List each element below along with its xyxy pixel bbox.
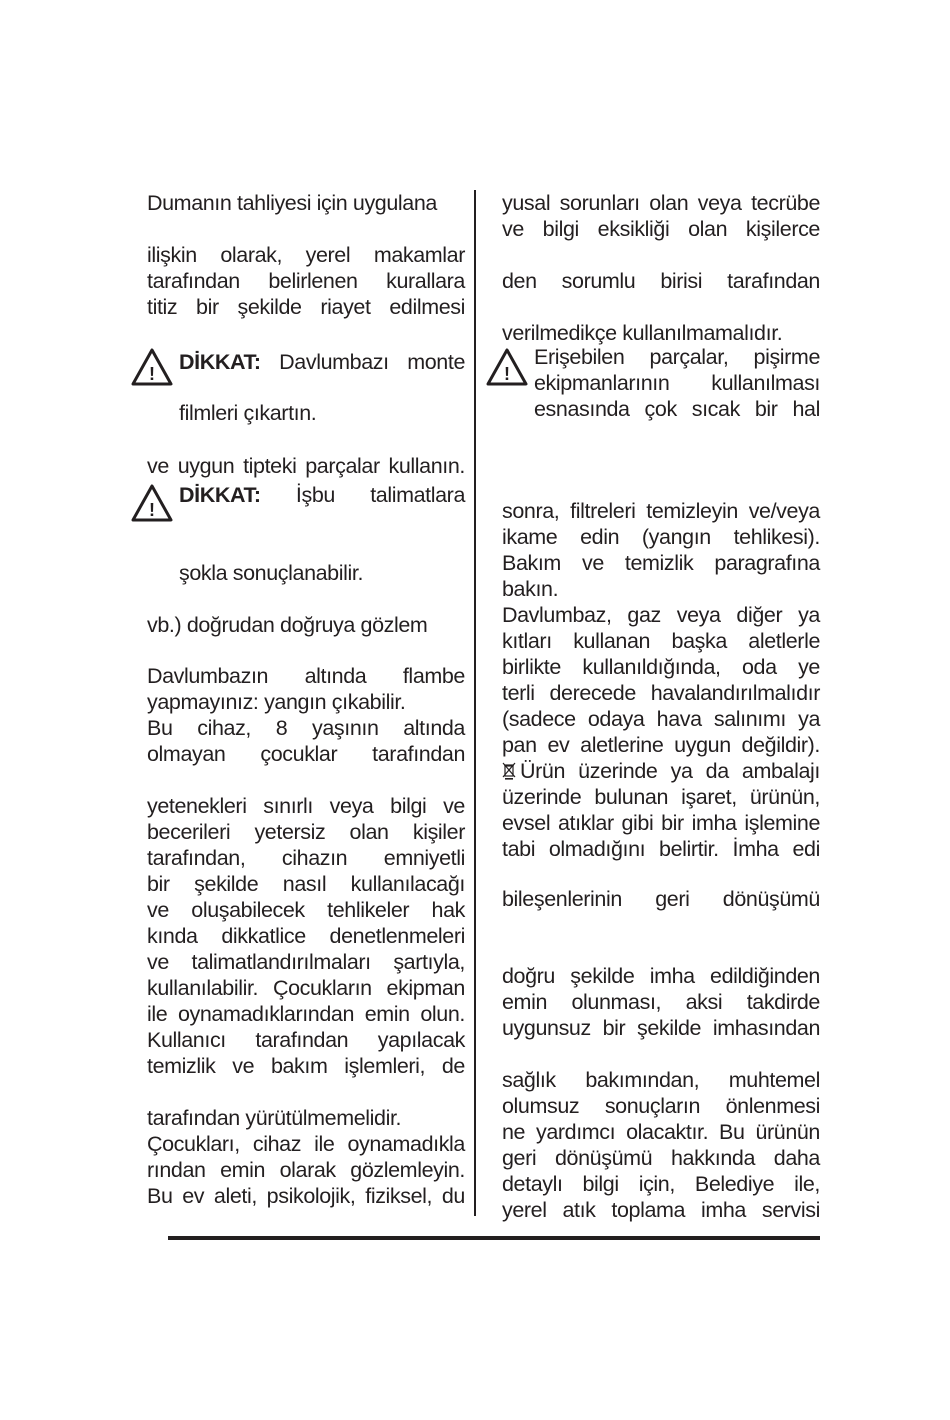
text-line-content: Dumanın tahliyesi için uygulana (147, 191, 437, 215)
text-line (502, 1015, 820, 1041)
text-line (502, 810, 820, 836)
text-line-content: ilişkin olarak, yerel makamlar (147, 243, 465, 267)
text-line-content: ve uygun tipteki parçalar kullanın. (147, 454, 465, 478)
text-line (502, 680, 820, 706)
text-line (502, 396, 820, 422)
text-line (147, 975, 465, 1001)
text-line-content: Bu ev aleti, psikolojik, fiziksel, du (147, 1184, 465, 1208)
text-line (502, 344, 820, 370)
column-divider (474, 190, 476, 1216)
text-line (502, 963, 820, 989)
text-line-content: üzerinde bulunan işaret, ürünün, (502, 785, 820, 809)
text-line-content: kıtları kullanan başka aletlerle (502, 629, 820, 653)
text-line (147, 845, 465, 871)
text-line (147, 612, 465, 638)
text-line (147, 1157, 465, 1183)
text-line (502, 654, 820, 680)
text-line-content: ve oluşabilecek tehlikeler hak (147, 898, 465, 922)
text-line-content: terli derecede havalandırılmalıdır (502, 681, 820, 705)
text-line (502, 370, 820, 396)
text-line-content: bir şekilde nasıl kullanılacağı (147, 872, 465, 896)
text-line-content: yusal sorunları olan veya tecrübe (502, 191, 820, 215)
text-line (147, 663, 465, 689)
text-line-content: olumsuz sonuçların önlenmesi (502, 1094, 820, 1118)
text-line (147, 268, 465, 294)
text-line-content: Çocukları, cihaz ile oynamadıkla (147, 1132, 465, 1156)
text-line (502, 190, 820, 216)
text-line (502, 1093, 820, 1119)
text-line-content: tarafından, cihazın emniyetli (147, 846, 465, 870)
text-line-content: ile oynamadıklarından emin olun. (147, 1002, 465, 1026)
text-line-content: ne yardımcı olacaktır. Bu ürünün (502, 1120, 820, 1144)
text-line (147, 1001, 465, 1027)
text-line-content: ve talimatlandırılmaları şartıyla, (147, 950, 465, 974)
text-line (147, 294, 465, 320)
text-line (147, 793, 465, 819)
text-line (502, 784, 820, 810)
text-line (502, 989, 820, 1015)
text-line-content: Bakım ve temizlik paragrafına (502, 551, 820, 575)
text-line (502, 628, 820, 654)
text-line-content: den sorumlu birisi tarafından (502, 269, 820, 293)
text-line-content: becerileri yetersiz olan kişiler (147, 820, 465, 844)
text-line (502, 1067, 820, 1093)
warning-icon (486, 348, 528, 386)
text-line (147, 715, 465, 741)
right-column (502, 0, 820, 1240)
text-line-content: birlikte kullanıldığında, oda ye (502, 655, 820, 679)
crossed-bin-icon (502, 762, 516, 780)
text-line (147, 819, 465, 845)
text-line-content: pan ev aletlerine uygun değildir). (502, 733, 820, 757)
text-line-content: kında dikkatlice denetlenmeleri (147, 924, 465, 948)
text-line (147, 949, 465, 975)
text-line (502, 836, 820, 862)
text-line-content: İşbu talimatlara (295, 483, 466, 507)
text-line (147, 1131, 465, 1157)
text-line (502, 216, 820, 242)
text-line (502, 706, 820, 732)
text-line-content: şokla sonuçlanabilir. (179, 561, 364, 585)
text-line-content: bakın. (502, 577, 559, 601)
text-line-content: temizlik ve bakım işlemleri, de (147, 1054, 465, 1078)
text-line-content: evsel atıklar gibi bir imha işlemine (502, 811, 820, 835)
text-line-content: yapmayınız: yangın çıkabilir. (147, 690, 406, 714)
warning-icon (131, 484, 173, 522)
text-line (147, 190, 465, 216)
text-line-content: (sadece odaya hava salınımı ya (502, 707, 820, 731)
text-line (502, 732, 820, 758)
text-line (502, 268, 820, 294)
text-line-content: verilmedikçe kullanılmamalıdır. (502, 321, 783, 345)
text-line-content: tabi olmadığını belirtir. İmha edi (502, 837, 820, 861)
text-line (147, 923, 465, 949)
svg-text:!: ! (504, 364, 510, 384)
text-line-content: uygunsuz bir şekilde imhasından (502, 1016, 820, 1040)
text-line (502, 758, 820, 784)
footer-rule (168, 1236, 820, 1240)
text-line (502, 524, 820, 550)
text-line (502, 576, 820, 602)
text-line-content: Davlumbazın altında flambe (147, 664, 465, 688)
text-line-content: tarafından belirlenen kurallara (147, 269, 465, 293)
text-line-content: doğru şekilde imha edildiğinden (502, 964, 820, 988)
warning-label: DİKKAT: (179, 483, 261, 507)
text-line-content: ve bilgi eksikliği olan kişilerce (502, 217, 820, 241)
text-line-content: sonra, filtreleri temizleyin ve/veya (502, 499, 820, 523)
text-line-content: Kullanıcı tarafından yapılacak (147, 1028, 465, 1052)
text-line-content: sağlık bakımından, muhtemel (502, 1068, 820, 1092)
text-line-content: filmleri çıkartın. (179, 401, 317, 425)
text-line-content: tarafından yürütülmemelidir. (147, 1106, 402, 1130)
warning-icon (131, 348, 173, 386)
warning-label: DİKKAT: (179, 350, 261, 374)
text-line (147, 871, 465, 897)
text-line (502, 320, 820, 346)
text-line (147, 482, 465, 508)
text-line (147, 1183, 465, 1209)
text-line-content: esnasında çok sıcak bir hal (534, 397, 820, 421)
text-line (502, 1197, 820, 1223)
text-line-content: yetenekleri sınırlı veya bilgi ve (147, 794, 465, 818)
text-line (147, 560, 465, 586)
text-line (147, 689, 465, 715)
text-line (502, 1171, 820, 1197)
text-line (147, 741, 465, 767)
text-line (147, 453, 465, 479)
text-line (502, 1119, 820, 1145)
text-line (502, 498, 820, 524)
text-line-content: geri dönüşümü hakkında daha (502, 1146, 820, 1170)
text-line (147, 242, 465, 268)
text-line (502, 886, 820, 912)
text-line (502, 1145, 820, 1171)
text-line-content: titiz bir şekilde riayet edilmesi (147, 295, 465, 319)
text-line (147, 897, 465, 923)
text-line (147, 349, 465, 375)
text-line-content: yerel atık toplama imha servisi (502, 1198, 820, 1222)
text-line (147, 400, 465, 426)
text-line-content: Ürün üzerinde ya da ambalajı (520, 759, 820, 783)
text-line-content: Davlumbazı monte (279, 350, 465, 374)
text-line-content: Davlumbaz, gaz veya diğer ya (502, 603, 820, 627)
text-line (147, 1105, 465, 1131)
text-line-content: rından emin olarak gözlemleyin. (147, 1158, 465, 1182)
text-line-content: emin olunması, aksi takdirde (502, 990, 820, 1014)
text-line-content: olmayan çocuklar tarafından (147, 742, 465, 766)
text-line (147, 1027, 465, 1053)
text-line (502, 550, 820, 576)
text-line-content: vb.) doğrudan doğruya gözlem (147, 613, 428, 637)
text-line-content: ikame edin (yangın tehlikesi). (502, 525, 820, 549)
text-line-content: bileşenlerinin geri dönüşümü (502, 887, 820, 911)
svg-text:!: ! (149, 500, 155, 520)
text-line-content: kullanılabilir. Çocukların ekipman (147, 976, 465, 1000)
left-column (147, 0, 465, 1240)
text-line-content: ekipmanlarının kullanılması (534, 371, 820, 395)
text-line-content: Erişebilen parçalar, pişirme (534, 345, 820, 369)
text-line-content: Bu cihaz, 8 yaşının altında (147, 716, 465, 740)
text-line-content: detaylı bilgi için, Belediye ile, (502, 1172, 820, 1196)
svg-text:!: ! (149, 364, 155, 384)
text-line (147, 1053, 465, 1079)
text-line (502, 602, 820, 628)
